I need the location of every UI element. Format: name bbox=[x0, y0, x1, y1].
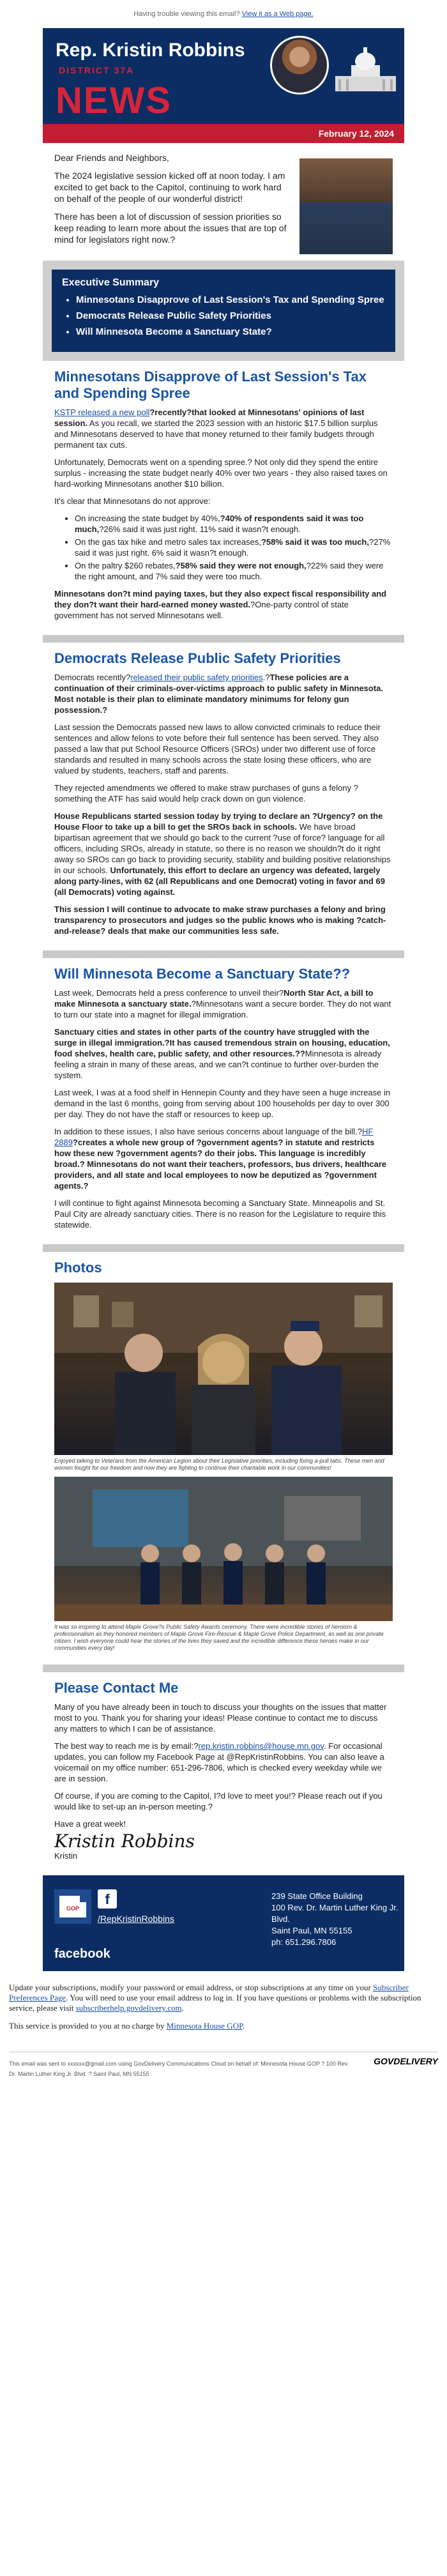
facebook-handle-link[interactable]: /RepKristinRobbins bbox=[98, 1914, 174, 1924]
section-divider bbox=[43, 950, 404, 958]
urgency-bold: House Republicans started session today by trying to declare an ?Urgency? on the House Floor to take up a bill to get the SROs back in schools. bbox=[54, 811, 383, 832]
bill-bold: ?creates a whole new group of ?government agents? in statute and restricts how these new ?government agents? do their jobs. This language is incredibly broad.? Minnesotans do not want their teachers, professors, bus drivers, healthcare providers, and all state and local employees to now be deputized as ?government agents.? bbox=[54, 1138, 387, 1191]
sent-to-line bbox=[9, 2052, 438, 2079]
section-public-safety bbox=[43, 643, 404, 950]
urgency-result: Unfortunately, this effort to declare an urgency was defeated, largely along party-lines, with 62 (all Republicans and one Democrat) voting in favor and 69 (all Democrats) voting against. bbox=[54, 865, 385, 897]
capitol-icon bbox=[332, 41, 399, 93]
fiscal-statement: Minnesotans don?t mind paying taxes, but they also expect fiscal responsibility and they don?t want their hard-earned money wasted. bbox=[54, 589, 387, 609]
svg-text:GOP: GOP bbox=[66, 1905, 80, 1912]
subs-text: . bbox=[181, 2003, 184, 2013]
house-gop-link[interactable]: Minnesota House GOP bbox=[166, 2021, 243, 2031]
bullet-stat: ?58% said it was too much, bbox=[261, 537, 369, 547]
fiscal-rest: ?One-party control of state government has not served Minnesotans well. bbox=[54, 600, 349, 620]
photo-caption: Enjoyed talking to Veterans from the American Legion about their Legislative priorities, including fixing a-pull tabs. These men and women fought for our freedom and now they are fighting to continue their charitable work in our communities! bbox=[54, 1458, 384, 1471]
news-label: NEWS bbox=[56, 80, 172, 121]
sent-to-text: This email was sent to xxxxxx@gmail.com using GovDelivery Communications Cloud on behalf of: Minnesota House GOP ? 100 Rev. Dr. Martin Luther King Jr. Blvd. ? Saint Paul, MN 55155 bbox=[9, 2061, 349, 2077]
bullet-rest: ?26% said it was just right. 11% said it wasn?t enough. bbox=[99, 524, 301, 534]
capitol-chamber-photo bbox=[299, 158, 393, 254]
greeting: Dear Friends and Neighbors, bbox=[54, 153, 169, 163]
closing-line: Have a great week! bbox=[54, 1819, 126, 1829]
public-safety-priorities-link[interactable]: released their public safety priorities bbox=[130, 673, 263, 682]
veterans-photo bbox=[54, 1283, 393, 1455]
photo-caption: It was so inspiring to attend Maple Grove?s Public Safety Awards ceremony. There were incredible stories of heroism & professionalism as they honored members of Maple Grove Fire-Rescue & Maple Grove Police Department, as well as one private citizen. I wish everyone could hear the stories of the lives they saved and the incredible difference these heroes make in our communities every day! bbox=[54, 1624, 384, 1651]
sign-name: Kristin bbox=[54, 1851, 78, 1861]
address-line: 239 State Office Building bbox=[271, 1891, 363, 1901]
awards-photo bbox=[54, 1477, 393, 1621]
signature: Kristin Robbins bbox=[54, 1831, 195, 1852]
contact-title: Please Contact Me bbox=[54, 1680, 179, 1696]
contact-paragraph-3: Of course, if you are coming to the Capitol, I?d love to meet you!? Please reach out if you would like to set-up an in-person meeting.? bbox=[54, 1791, 383, 1811]
approval-intro: It's clear that Minnesotans do not approve: bbox=[54, 496, 211, 506]
section-title: Democrats Release Public Safety Priorities bbox=[54, 650, 341, 666]
bullet-stat: ?58% said they were not enough, bbox=[175, 561, 307, 570]
sanct-strain-rest: Minnesota is already feeling a strain in many of these areas, and we can?t continue to further over-burden the system. bbox=[54, 1049, 381, 1080]
bill-lead: In addition to these issues, I also have serious concerns about language of the bill.? bbox=[54, 1127, 363, 1136]
subscriber-preferences-link[interactable]: Subscriber Preferences Page bbox=[9, 1983, 409, 2002]
subs-text: Update your subscriptions, modify your password or email address, or stop subscriptions at any time on your bbox=[9, 1983, 374, 1992]
bullet-lead: On increasing the state budget by 40%, bbox=[75, 514, 220, 523]
govdelivery-logo[interactable]: GOVDELIVERY bbox=[374, 2056, 438, 2066]
ps-punct: .? bbox=[262, 673, 270, 682]
bullet-lead: On the paltry $260 rebates, bbox=[75, 561, 176, 570]
facebook-wordmark: facebook bbox=[54, 1947, 110, 1961]
issue-date: February 12, 2024 bbox=[318, 128, 394, 139]
subscription-footer bbox=[0, 1971, 447, 2079]
email-lead: The best way to reach me is by email:? bbox=[54, 1741, 199, 1751]
email-rest: . For occasional updates, you can follow my Facebook Page at @RepKristinRobbins. You can also leave a voicemail on my office number: 651-296-7806, which is checked every weekday while we are in session. bbox=[54, 1741, 384, 1783]
section-sanctuary bbox=[43, 958, 404, 1244]
section-divider bbox=[43, 635, 404, 643]
urgency-text: We have broad bipartisan agreement that we should go back to the current ?use of force? language for all officers, including SROs, already in statute, so there is no reason we shouldn?t do it right away so SROs can go back to providing security, stability and building positive relationships in our schools. bbox=[54, 822, 391, 875]
section-tax-spending bbox=[43, 361, 404, 635]
poll-lead: ?recently?that looked at Minnesotans' opinions of last session. bbox=[54, 408, 365, 428]
sanct-bold: North Star Act, a bill to make Minnesota a sanctuary state. bbox=[54, 988, 374, 1009]
awards-photo-art bbox=[54, 1477, 393, 1621]
photos-section bbox=[43, 1252, 404, 1665]
address-line: Saint Paul, MN 55155 bbox=[271, 1926, 352, 1935]
poll-text: As you recall, we started the 2023 session with an historic $17.5 billion surplus and Minnesotans deserved to have that money returned to their family budgets through permanent tax cuts. bbox=[54, 418, 378, 450]
section-title: Minnesotans Disapprove of Last Session's Tax and Spending Spree bbox=[54, 369, 367, 401]
section-title: Will Minnesota Become a Sanctuary State?? bbox=[54, 966, 351, 982]
district-label: DISTRICT 37A bbox=[59, 65, 135, 75]
ps-bold: These policies are a continuation of their criminals-over-victims approach to public safety in Minnesota. Most notable is their plan to eliminate mandatory minimums for felony gun possession.? bbox=[54, 673, 384, 715]
kstp-poll-link[interactable]: KSTP released a new poll bbox=[54, 408, 150, 417]
section-divider bbox=[43, 1665, 404, 1672]
phone-line: ph: 651.296.7806 bbox=[271, 1937, 337, 1947]
food-shelf-paragraph: Last week, I was at a food shelf in Hennepin County and they have seen a huge increase in demand in the last 6 months, going from serving about 100 households per day to over 300 per day. They do not have the staff or resources to keep up. bbox=[54, 1088, 391, 1119]
subs-text: . You will need to use your email address to log in. If you have questions or problems with the subscription service, please visit bbox=[9, 1993, 421, 2013]
contact-paragraph-1: Many of you have already been in touch to discuss your thoughts on the issues that matter most to you. Thank you for sharing your ideas! Please continue to contact me to discuss any matters to which I can be of assistance. bbox=[54, 1702, 387, 1734]
bullet-rest: ?22% said they were the right amount, and 7% said they were too much. bbox=[75, 561, 384, 581]
sanct-lead: Last week, Democrats held a press conference to unveil their? bbox=[54, 988, 284, 998]
poll-bullet bbox=[75, 537, 393, 558]
photos-title: Photos bbox=[54, 1260, 102, 1276]
email-link[interactable]: rep.kristin.robbins@house.mn.gov bbox=[198, 1741, 324, 1751]
address-line: 100 Rev. Dr. Martin Luther King Jr. Blvd. bbox=[271, 1903, 398, 1924]
intro-paragraph-2: There has been a lot of discussion of session priorities so keep reading to learn more about the issues that are top of mind for legislators right now.? bbox=[54, 211, 287, 245]
office-address bbox=[271, 1891, 404, 1948]
veterans-photo-art bbox=[54, 1283, 393, 1455]
summary-title: Executive Summary bbox=[62, 277, 160, 288]
ps-lead: Democrats recently? bbox=[54, 673, 131, 682]
house-gop-logo bbox=[54, 1889, 91, 1924]
sanct-strain-bold: Sanctuary cities and states in other parts of the country have struggled with the surge in illegal immigration.?It has caused tremendous strain on housing, education, food shelves, health care, public safety, and other resources.?? bbox=[54, 1027, 390, 1058]
spending-paragraph: Unfortunately, Democrats went on a spending spree.? Not only did they spend the entire surplus - increasing the state budget nearly 40% over two years - they also raised taxes on hard-working Minnesotans another $10 billion. bbox=[54, 457, 388, 489]
service-text: . bbox=[242, 2021, 245, 2031]
intro-section bbox=[43, 143, 404, 261]
top-note bbox=[0, 0, 447, 28]
service-text: This service is provided to you at no charge by bbox=[9, 2021, 167, 2031]
subscriber-help-link[interactable]: subscriberhelp.govdelivery.com bbox=[75, 2003, 182, 2013]
header-banner bbox=[43, 28, 404, 124]
facebook-icon[interactable]: f bbox=[98, 1889, 117, 1909]
footer-banner bbox=[43, 1875, 404, 1971]
top-note-text: Having trouble viewing this email? bbox=[133, 10, 240, 18]
sanct-rest: ?Minnesotans want a secure border. They do not want to turn our state into a magnet for illegal immigration. bbox=[54, 999, 391, 1019]
bullet-lead: On the gas tax hike and metro sales tax increases, bbox=[75, 537, 261, 547]
contact-section bbox=[43, 1672, 404, 1875]
intro-paragraph-1: The 2024 legislative session kicked off at noon today. I am excited to get back to the Capitol, continuing to work hard on behalf of the people of our wonderful district! bbox=[54, 171, 285, 204]
newsletter bbox=[43, 28, 404, 1971]
executive-summary bbox=[43, 261, 404, 361]
rep-name: Rep. Kristin Robbins bbox=[56, 40, 245, 61]
hf-2889-link[interactable]: HF 2889 bbox=[54, 1127, 374, 1147]
summary-item: • Minnesotans Disapprove of Last Session's Tax and Spending Spree bbox=[76, 294, 385, 306]
bullet-stat: ?40% of respondents said it was too much, bbox=[75, 514, 364, 534]
ps-closing: This session I will continue to advocate to make straw purchases a felony and bring transparency to prosecutors and judges so the public knows who is making ?catch-and-release? deals that make our communities less safe. bbox=[54, 904, 386, 936]
summary-item: • Will Minnesota Become a Sanctuary State? bbox=[76, 326, 385, 338]
ps-paragraph-3: They rejected amendments we offered to make straw purchases of guns a felony ?something the ATF has said would help crack down on gun violence. bbox=[54, 783, 358, 804]
sanct-closing: I will continue to fight against Minnesota becoming a Sanctuary State. Minneapolis and St. Paul City are already sanctuary cities. There is no reason for the Legislature to require this statewide. bbox=[54, 1198, 386, 1230]
bullet-rest: ?27% said it was just right. 6% said it wasn?t enough. bbox=[75, 537, 391, 558]
poll-bullet bbox=[75, 513, 393, 535]
rep-portrait bbox=[270, 36, 329, 95]
date-band bbox=[43, 124, 404, 143]
poll-bullet bbox=[75, 560, 393, 582]
view-web-page-link[interactable]: View it as a Web page. bbox=[241, 10, 314, 18]
ps-paragraph-2: Last session the Democrats passed new laws to allow convicted criminals to reduce their sentences and allow felons to vote before their full sentence has been served. They also passed a law that put School Resource Officers (SROs) under two different use of force standards and resulted in many schools across the state losing these officers, who are valued by students, teachers, staff and parents. bbox=[54, 722, 381, 775]
section-divider bbox=[43, 1244, 404, 1252]
summary-item: • Democrats Release Public Safety Priorities bbox=[76, 310, 385, 322]
